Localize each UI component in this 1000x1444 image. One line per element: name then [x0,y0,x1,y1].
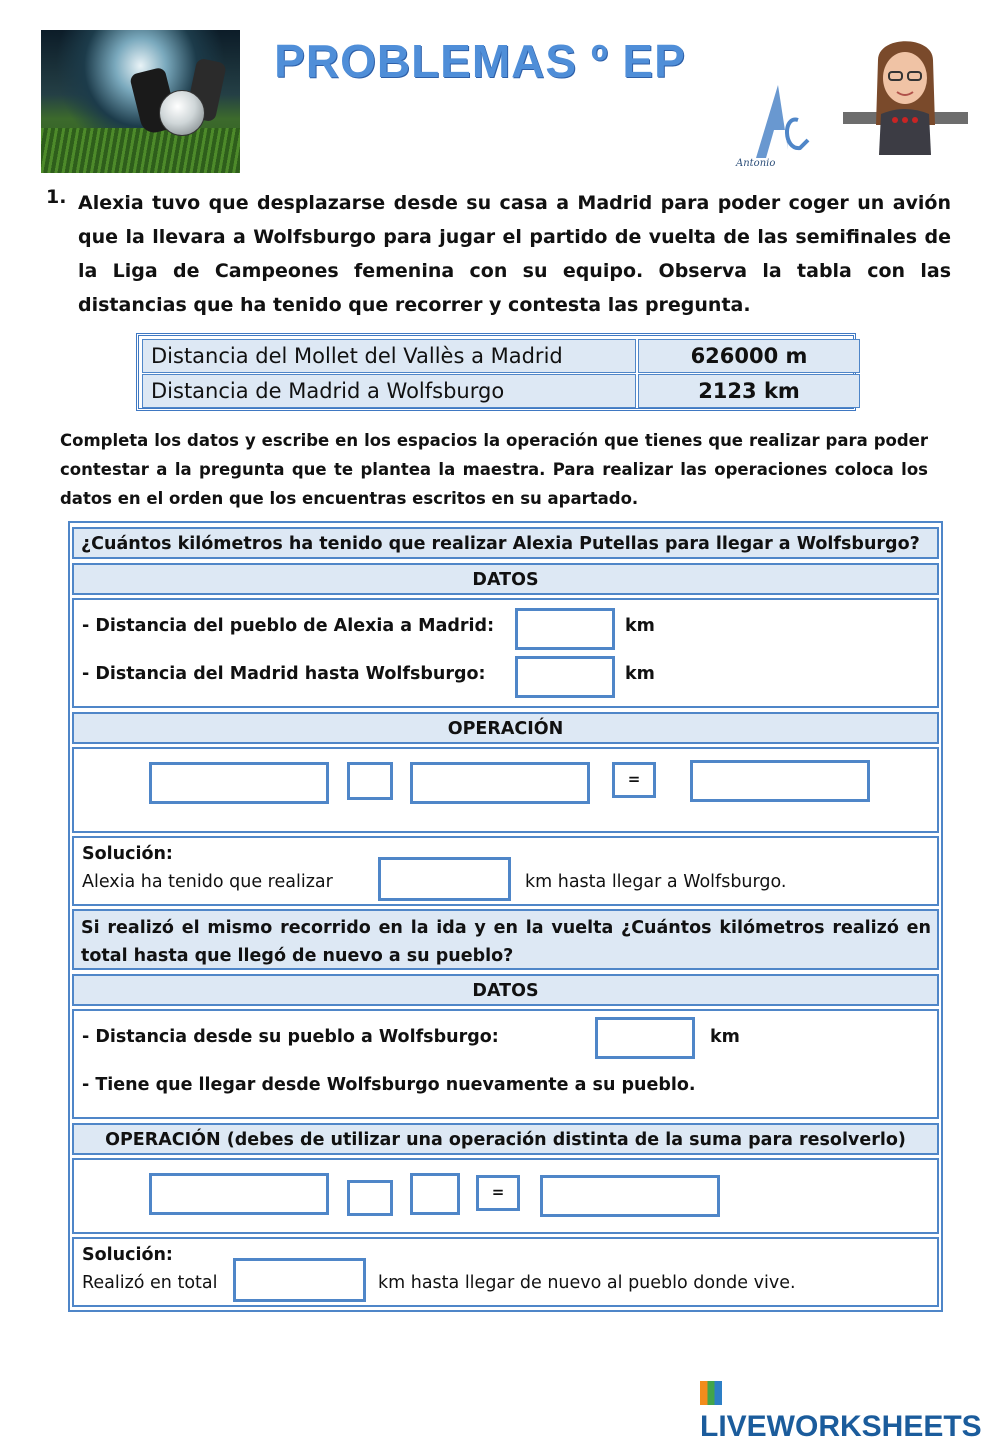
liveworksheets-logo-icon [700,1381,722,1405]
logo-caption: Antonio [736,158,776,169]
part2-dato2-label: - Tiene que llegar desde Wolfsburgo nuevamente a su pueblo. [82,1075,696,1095]
part1-dato1-unit: km [625,616,655,636]
part1-datos-body [72,598,939,708]
brand-text: LIVEWORKSHEETS [700,1410,982,1443]
pitch-grass [41,128,240,173]
distance-value: 626000 m [638,339,860,373]
part2-operator-input[interactable] [347,1180,393,1216]
part2-equals-sign: = [476,1175,520,1211]
distance-value: 2123 km [638,374,860,408]
part2-datos-body [72,1009,939,1119]
table-row [139,339,853,375]
part2-solucion-prefix: Realizó en total [82,1273,218,1293]
part2-solucion-heading: Solución: [82,1245,173,1265]
page-title: PROBLEMAS º EP [274,35,686,87]
part1-equals-sign: = [612,762,656,798]
part1-solucion-body [72,836,939,906]
part2-question: Si realizó el mismo recorrido en la ida y en la vuelta ¿Cuántos kilómetros realizó en total hasta que llegó de nuevo a su pueblo? [81,918,931,966]
part1-solucion-suffix: km hasta llegar a Wolfsburgo. [525,872,787,892]
part1-solucion-heading: Solución: [82,844,173,864]
problem-number: 1. [46,186,67,208]
part2-operacion-heading: OPERACIÓN (debes de utilizar una operación distinta de la suma para resolverlo) [105,1130,906,1150]
part1-operacion-heading: OPERACIÓN [447,719,564,739]
part1-dato2-input[interactable] [515,656,615,698]
part2-question-band [72,909,939,970]
part1-dato1-input[interactable] [515,608,615,650]
part2-dato1-label: - Distancia desde su pueblo a Wolfsburgo: [82,1027,499,1047]
football-ball [159,90,205,136]
part1-operacion-body [72,747,939,833]
part1-dato2-label: - Distancia del Madrid hasta Wolfsburgo: [82,664,486,684]
author-logo [728,80,828,170]
table-row [139,374,853,410]
part2-solucion-input[interactable] [233,1258,366,1302]
part1-datos-heading: DATOS [472,570,539,590]
part2-dato1-input[interactable] [595,1017,695,1059]
part2-result-input[interactable] [540,1175,720,1217]
part1-solucion-input[interactable] [378,857,511,901]
part2-solucion-suffix: km hasta llegar de nuevo al pueblo donde vive. [378,1273,796,1293]
part2-dato1-unit: km [710,1027,740,1047]
part1-result-input[interactable] [690,760,870,802]
part1-operator-input[interactable] [347,762,393,800]
instructions: Completa los datos y escribe en los espacios la operación que tienes que realizar para poder contestar a la pregunta que te plantea la maestra. Para realizar las operaciones coloca los datos en el orden que los encuentras escritos en su apartado. [60,431,928,508]
part2-operacion-body [72,1158,939,1234]
part1-operand2-input[interactable] [410,762,590,804]
part2-operacion-band [72,1123,939,1155]
distances-table [136,333,856,411]
part2-operand1-input[interactable] [149,1173,329,1215]
part1-operacion-band [72,712,939,744]
liveworksheets-brand [700,1376,995,1443]
teacher-avatar [843,30,968,155]
part1-dato1-label: - Distancia del pueblo de Alexia a Madrid: [82,616,495,636]
part1-dato2-unit: km [625,664,655,684]
part2-solucion-body [72,1237,939,1307]
distance-label: Distancia del Mollet del Vallès a Madrid [142,339,636,373]
part1-datos-band [72,563,939,595]
football-photo [41,30,240,173]
part1-operand1-input[interactable] [149,762,329,804]
distance-label: Distancia de Madrid a Wolfsburgo [142,374,636,408]
part1-question: ¿Cuántos kilómetros ha tenido que realizar Alexia Putellas para llegar a Wolfsburgo? [81,534,920,554]
part2-datos-heading: DATOS [472,981,539,1001]
problem-statement: Alexia tuvo que desplazarse desde su casa a Madrid para poder coger un avión que la llevara a Wolfsburgo para jugar el partido de vuelta de las semifinales de la Liga de Campeones femenina con su equipo. Observa la tabla con las distancias que ha tenido que recorrer y contesta las pregunta. [78,192,951,316]
part2-operand2-input[interactable] [410,1173,460,1215]
part1-question-band [72,527,939,559]
part1-solucion-prefix: Alexia ha tenido que realizar [82,872,333,892]
part2-datos-band [72,974,939,1006]
